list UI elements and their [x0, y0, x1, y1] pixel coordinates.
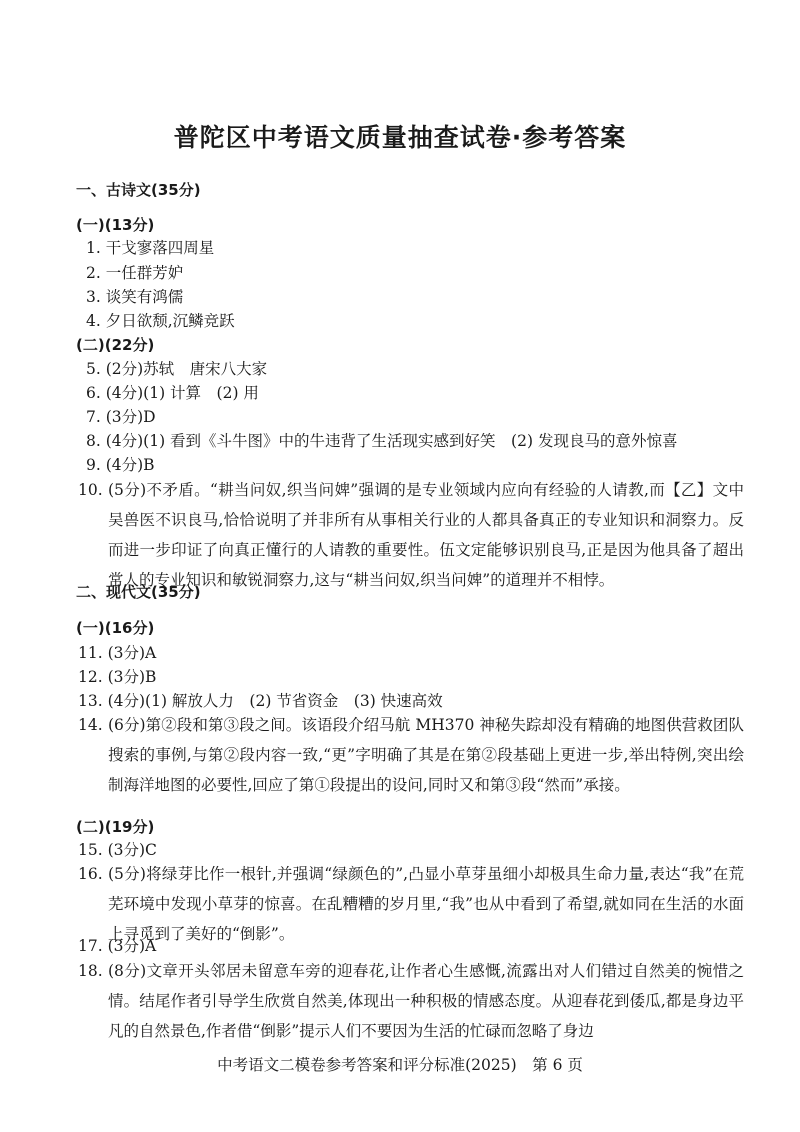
section-heading-classical: 一、古诗文(35分): [76, 181, 201, 199]
answer-item: 15. (3分)C: [78, 841, 157, 859]
part-heading: (一)(16分): [76, 619, 155, 637]
answer-item: 4. 夕日欲颓,沉鳞竞跃: [86, 312, 235, 330]
page-footer: 中考语文二模卷参考答案和评分标准(2025) 第 6 页: [217, 1056, 583, 1074]
question-number: 18.: [78, 962, 103, 980]
part-heading: (二)(19分): [76, 818, 155, 836]
answer-item: 6. (4分)(1) 计算 (2) 用: [86, 384, 259, 402]
answer-item: 5. (2分)苏轼 唐宋八大家: [86, 360, 268, 378]
answer-item: 12. (3分)B: [78, 668, 157, 686]
answer-paragraph-q14: [78, 710, 744, 800]
answer-text: (5分)不矛盾。“耕当问奴,织当问婢”强调的是专业领域内应向有经验的人请教,而【乙】文中吴兽医不识良马,恰恰说明了并非所有从事相关行业的人都具备真正的专业知识和洞察力。反而进一步印证了向真正懂行的人请教的重要性。伍文定能够识别良马,正是因为他具备了超出常人的专业知识和敏锐洞察力,这与“耕当问奴,织当问婢”的道理并不相悖。: [108, 481, 744, 589]
answer-text: (6分)第②段和第③段之间。该语段介绍马航 MH370 神秘失踪却没有精确的地图供营救团队搜索的事例,与第②段内容一致,“更”字明确了其是在第②段基础上更进一步,举出特例,突出绘制海洋地图的必要性,回应了第①段提出的设问,同时又和第③段“然而”承接。: [108, 716, 744, 794]
answer-item: 1. 干戈寥落四周星: [86, 239, 215, 257]
section-heading-modern: 二、现代文(35分): [76, 583, 201, 601]
answer-text: (5分)将绿芽比作一根针,并强调“绿颜色的”,凸显小草芽虽细小却极具生命力量,表达“我”在荒芜环境中发现小草芽的惊喜。在乱糟糟的岁月里,“我”也从中看到了希望,就如同在生活的水面上寻觅到了美好的“倒影”。: [108, 865, 744, 943]
answer-item: 3. 谈笑有鸿儒: [86, 288, 184, 306]
answer-item: 2. 一任群芳妒: [86, 264, 184, 282]
question-number: 16.: [78, 865, 103, 883]
answer-item: 13. (4分)(1) 解放人力 (2) 节省资金 (3) 快速高效: [78, 692, 443, 710]
answer-item: 11. (3分)A: [78, 644, 157, 662]
answer-item: 17. (3分)A: [78, 937, 157, 955]
question-number: 14.: [78, 716, 103, 734]
answer-text: (8分)文章开头邻居未留意车旁的迎春花,让作者心生感慨,流露出对人们错过自然美的惋惜之情。结尾作者引导学生欣赏自然美,体现出一种积极的情感态度。从迎春花到倭瓜,都是身边平凡的自然景色,作者借“倒影”提示人们不要因为生活的忙碌而忽略了身边: [108, 962, 744, 1040]
part-heading: (一)(13分): [76, 216, 155, 234]
part-heading: (二)(22分): [76, 336, 155, 354]
question-number: 10.: [78, 481, 103, 499]
answer-item: 9. (4分)B: [86, 456, 155, 474]
answer-item: 7. (3分)D: [86, 408, 156, 426]
answer-item: 8. (4分)(1) 看到《斗牛图》中的牛违背了生活现实感到好笑 (2) 发现良马的意外惊喜: [86, 432, 678, 450]
answer-paragraph-q10: [78, 475, 744, 595]
page-title: 普陀区中考语文质量抽查试卷·参考答案: [173, 123, 627, 152]
answer-paragraph-q18: [78, 956, 744, 1046]
answer-paragraph-q16: [78, 859, 744, 949]
